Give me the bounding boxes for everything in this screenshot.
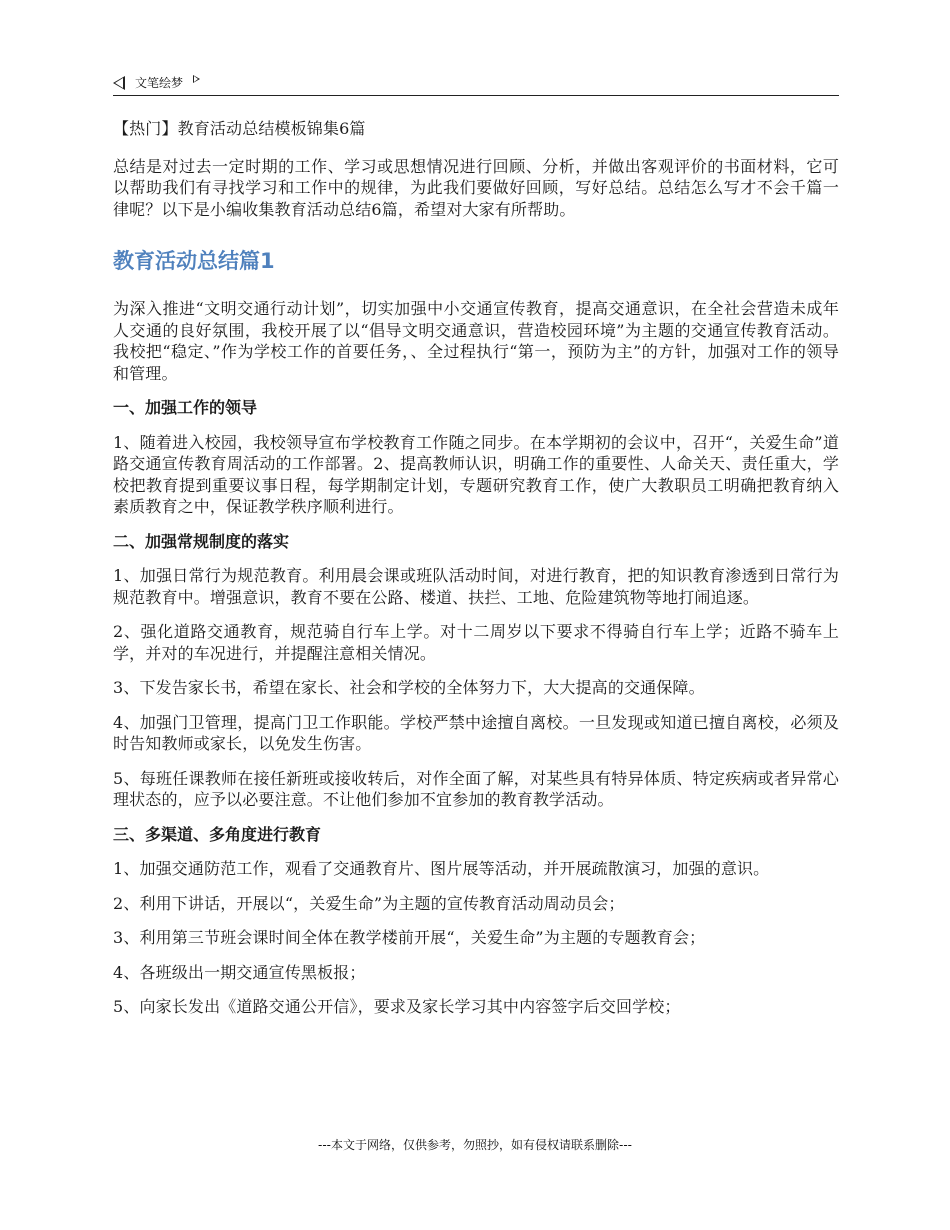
part2-paragraph: 3、下发告家长书，希望在家长、社会和学校的全体努力下，大大提高的交通保障。 — [113, 678, 705, 697]
part3-paragraph: 1、加强交通防范工作，观看了交通教育片、图片展等活动，并开展疏散演习，加强的意识。 — [113, 859, 770, 878]
document-title: 【热门】教育活动总结模板锦集6篇 — [113, 119, 366, 138]
section-title: 教育活动总结篇1 — [113, 249, 275, 273]
part2-paragraph: 5、每班任课教师在接任新班或接收转后，对作全面了解，对某些具有特异体质、特定疾病或者异常心理状态的，应予以必要注意。不让他们参加不宜参加的教育教学活动。 — [113, 768, 839, 809]
part2-heading: 二、加强常规制度的落实 — [113, 531, 290, 551]
part3-heading: 三、多渠道、多角度进行教育 — [113, 824, 322, 844]
part2-paragraph: 1、加强日常行为规范教育。利用晨会课或班队活动时间，对进行教育，把的知识教育渗透到日常行为规范教育中。增强意识，教育不要在公路、楼道、扶拦、工地、危险建筑物等地打闹追逐。 — [113, 566, 839, 607]
part1-paragraph: 1、随着进入校园，我校领导宣布学校教育工作随之同步。在本学期初的会议中，召开“，关爱生命”道路交通宣传教育周活动的工作部署。2、提高教师认识，明确工作的重要性、人命关天、责任重大，学校把教育提到重要议事日程，每学期制定计划，专题研究教育工作，使广大教职员工明确把教育纳入素质教育之中，保证教学秩序顺利进行。 — [113, 432, 839, 516]
part1-heading: 一、加强工作的领导 — [113, 398, 258, 417]
intro-paragraph: 总结是对过去一定时期的工作、学习或思想情况进行回顾、分析，并做出客观评价的书面材料，它可以帮助我们有寻找学习和工作中的规律，为此我们要做好回顾，写好总结。总结怎么写才不会千篇一律呢？以下是小编收集教育活动总结6篇，希望对大家有所帮助。 — [113, 156, 839, 219]
part3-paragraph: 3、利用第三节班会课时间全体在教学楼前开展“，关爱生命”为主题的专题教育会； — [113, 928, 706, 947]
document-page — [113, 0, 839, 1230]
part2-paragraph: 4、加强门卫管理，提高门卫工作职能。学校严禁中途擅自离校。一旦发现或知道已擅自离校，必须及时告知教师或家长，以免发生伤害。 — [113, 712, 839, 753]
triangle-left-icon — [113, 76, 125, 90]
document-body — [113, 118, 839, 1031]
opening-paragraph: 为深入推进“文明交通行动计划”，切实加强中小交通宣传教育，提高交通意识，在全社会营造未成年人交通的良好氛围，我校开展了以“倡导文明交通意识，营造校园环境”为主题的交通宣传教育活动。我校把“稳定、”作为学校工作的首要任务，、全过程执行“第一，预防为主”的方针，加强对工作的领导和管理。 — [113, 299, 839, 383]
part3-paragraph: 5、向家长发出《道路交通公开信》，要求及家长学习其中内容签字后交回学校； — [113, 997, 681, 1016]
page-header — [113, 70, 839, 96]
part3-paragraph: 4、各班级出一期交通宣传黑板报； — [113, 962, 366, 982]
part2-paragraph: 2、强化道路交通教育，规范骑自行车上学。对十二周岁以下要求不得骑自行车上学；近路不骑车上学，并对的车况进行，并提醒注意相关情况。 — [113, 622, 839, 663]
triangle-right-icon — [193, 75, 200, 83]
part3-paragraph: 2、利用下讲话，开展以“，关爱生命”为主题的宣传教育活动周动员会； — [113, 893, 625, 913]
header-brand: 文笔绘梦 — [135, 76, 184, 90]
page-footer: ---本文于网络，仅供参考，勿照抄，如有侵权请联系删除--- — [318, 1138, 632, 1152]
